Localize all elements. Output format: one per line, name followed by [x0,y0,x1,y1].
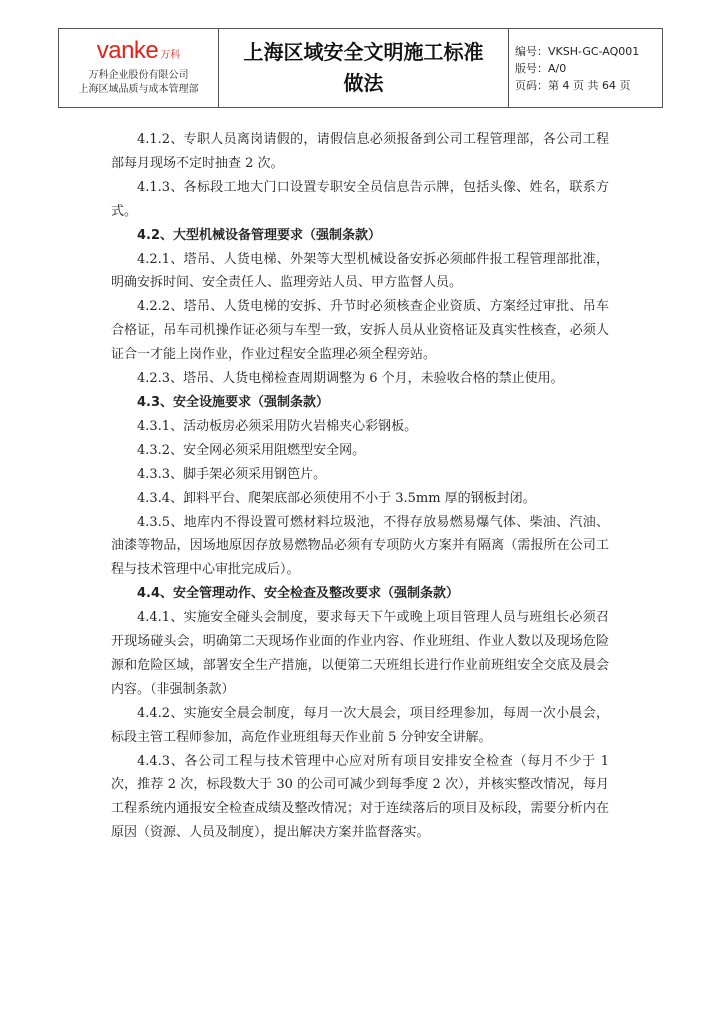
paragraph: 4.4.2、实施安全晨会制度，每月一次大晨会，项目经理参加，每周一次小晨会，标段主管工程师参加，高危作业班组每天作业前 5 分钟安全讲解。 [111,705,609,745]
paragraph: 4.3.1、活动板房必须采用防火岩棉夹心彩钢板。 [137,418,418,434]
company-name: 万科企业股份有限公司 [88,70,189,81]
section-heading: 4.4、安全管理动作、安全检查及整改要求（强制条款） [137,586,460,602]
document-title-line1: 上海区域安全文明施工标准 [243,40,484,64]
section-heading: 4.2、大型机械设备管理要求（强制条款） [137,227,382,243]
document-body [111,128,609,845]
paragraph: 4.2.1、塔吊、人货电梯、外架等大型机械设备安拆必须邮件报工程管理部批准，明确安拆时间、安全责任人、监理旁站人员、甲方监督人员。 [111,251,609,291]
paragraph: 4.4.3、各公司工程与技术管理中心应对所有项目安排安全检查（每月不少于 1 次，推荐 2 次，标段数大于 30 的公司可减少到每季度 2 次），并核实整改情况，每月工程系统内通报安全检查成绩及整改情况；对于连续落后的项目及标段，需要分析内在原因（资源、人员及制度），提出解决方案并监督落实。 [111,753,609,841]
paragraph: 4.4.1、实施安全碰头会制度，要求每天下午或晚上项目管理人员与班组长必须召开现场碰头会，明确第二天现场作业面的作业内容、作业班组、作业人数以及现场危险源和危险区域，部署安全生产措施，以便第二天班组长进行作业前班组安全交底及晨会内容。（非强制条款） [111,610,609,697]
section-heading: 4.3、安全设施要求（强制条款） [137,394,330,410]
logo-cn: 万科 [160,50,181,61]
meta-cell [509,29,662,107]
paragraph: 4.3.4、卸料平台、爬架底部必须使用不小于 3.5mm 厚的钢板封闭。 [137,490,536,506]
page-number: 页码：第 4 页 共 64 页 [515,79,631,92]
paragraph: 4.2.2、塔吊、人货电梯的安拆、升节时必须核查企业资质、方案经过审批、吊车合格证，吊车司机操作证必须与车型一致，安拆人员从业资格证及真实性核查，必须人证合一才能上岗作业，作业过程安全监理必须全程旁站。 [111,299,609,363]
logo-cell [59,29,219,107]
title-cell [219,29,509,107]
vanke-logo [97,39,181,63]
paragraph: 4.3.2、安全网必须采用阻燃型安全网。 [137,442,366,458]
department-name: 上海区域品质与成本管理部 [78,84,199,95]
document-title-line2: 做法 [343,71,384,95]
document-number: 编号：VKSH-GC-AQ001 [515,45,640,58]
paragraph: 4.3.3、脚手架必须采用钢笆片。 [137,466,327,482]
document-version: 版号：A/0 [515,62,567,75]
logo-text: vanke [96,37,159,64]
paragraph: 4.1.3、各标段工地大门口设置专职安全员信息告示牌，包括头像、姓名，联系方式。 [111,179,609,219]
document-header [58,28,663,108]
paragraph: 4.3.5、地库内不得设置可燃材料垃圾池，不得存放易燃易爆气体、柴油、汽油、油漆等物品，因场地原因存放易燃物品必须有专项防火方案并有隔离（需报所在公司工程与技术管理中心审批完成后）。 [111,514,609,578]
paragraph: 4.1.2、专职人员离岗请假的，请假信息必须报备到公司工程管理部，各公司工程部每月现场不定时抽查 2 次。 [111,132,609,171]
paragraph: 4.2.3、塔吊、人货电梯检查周期调整为 6 个月，未验收合格的禁止使用。 [137,371,564,387]
